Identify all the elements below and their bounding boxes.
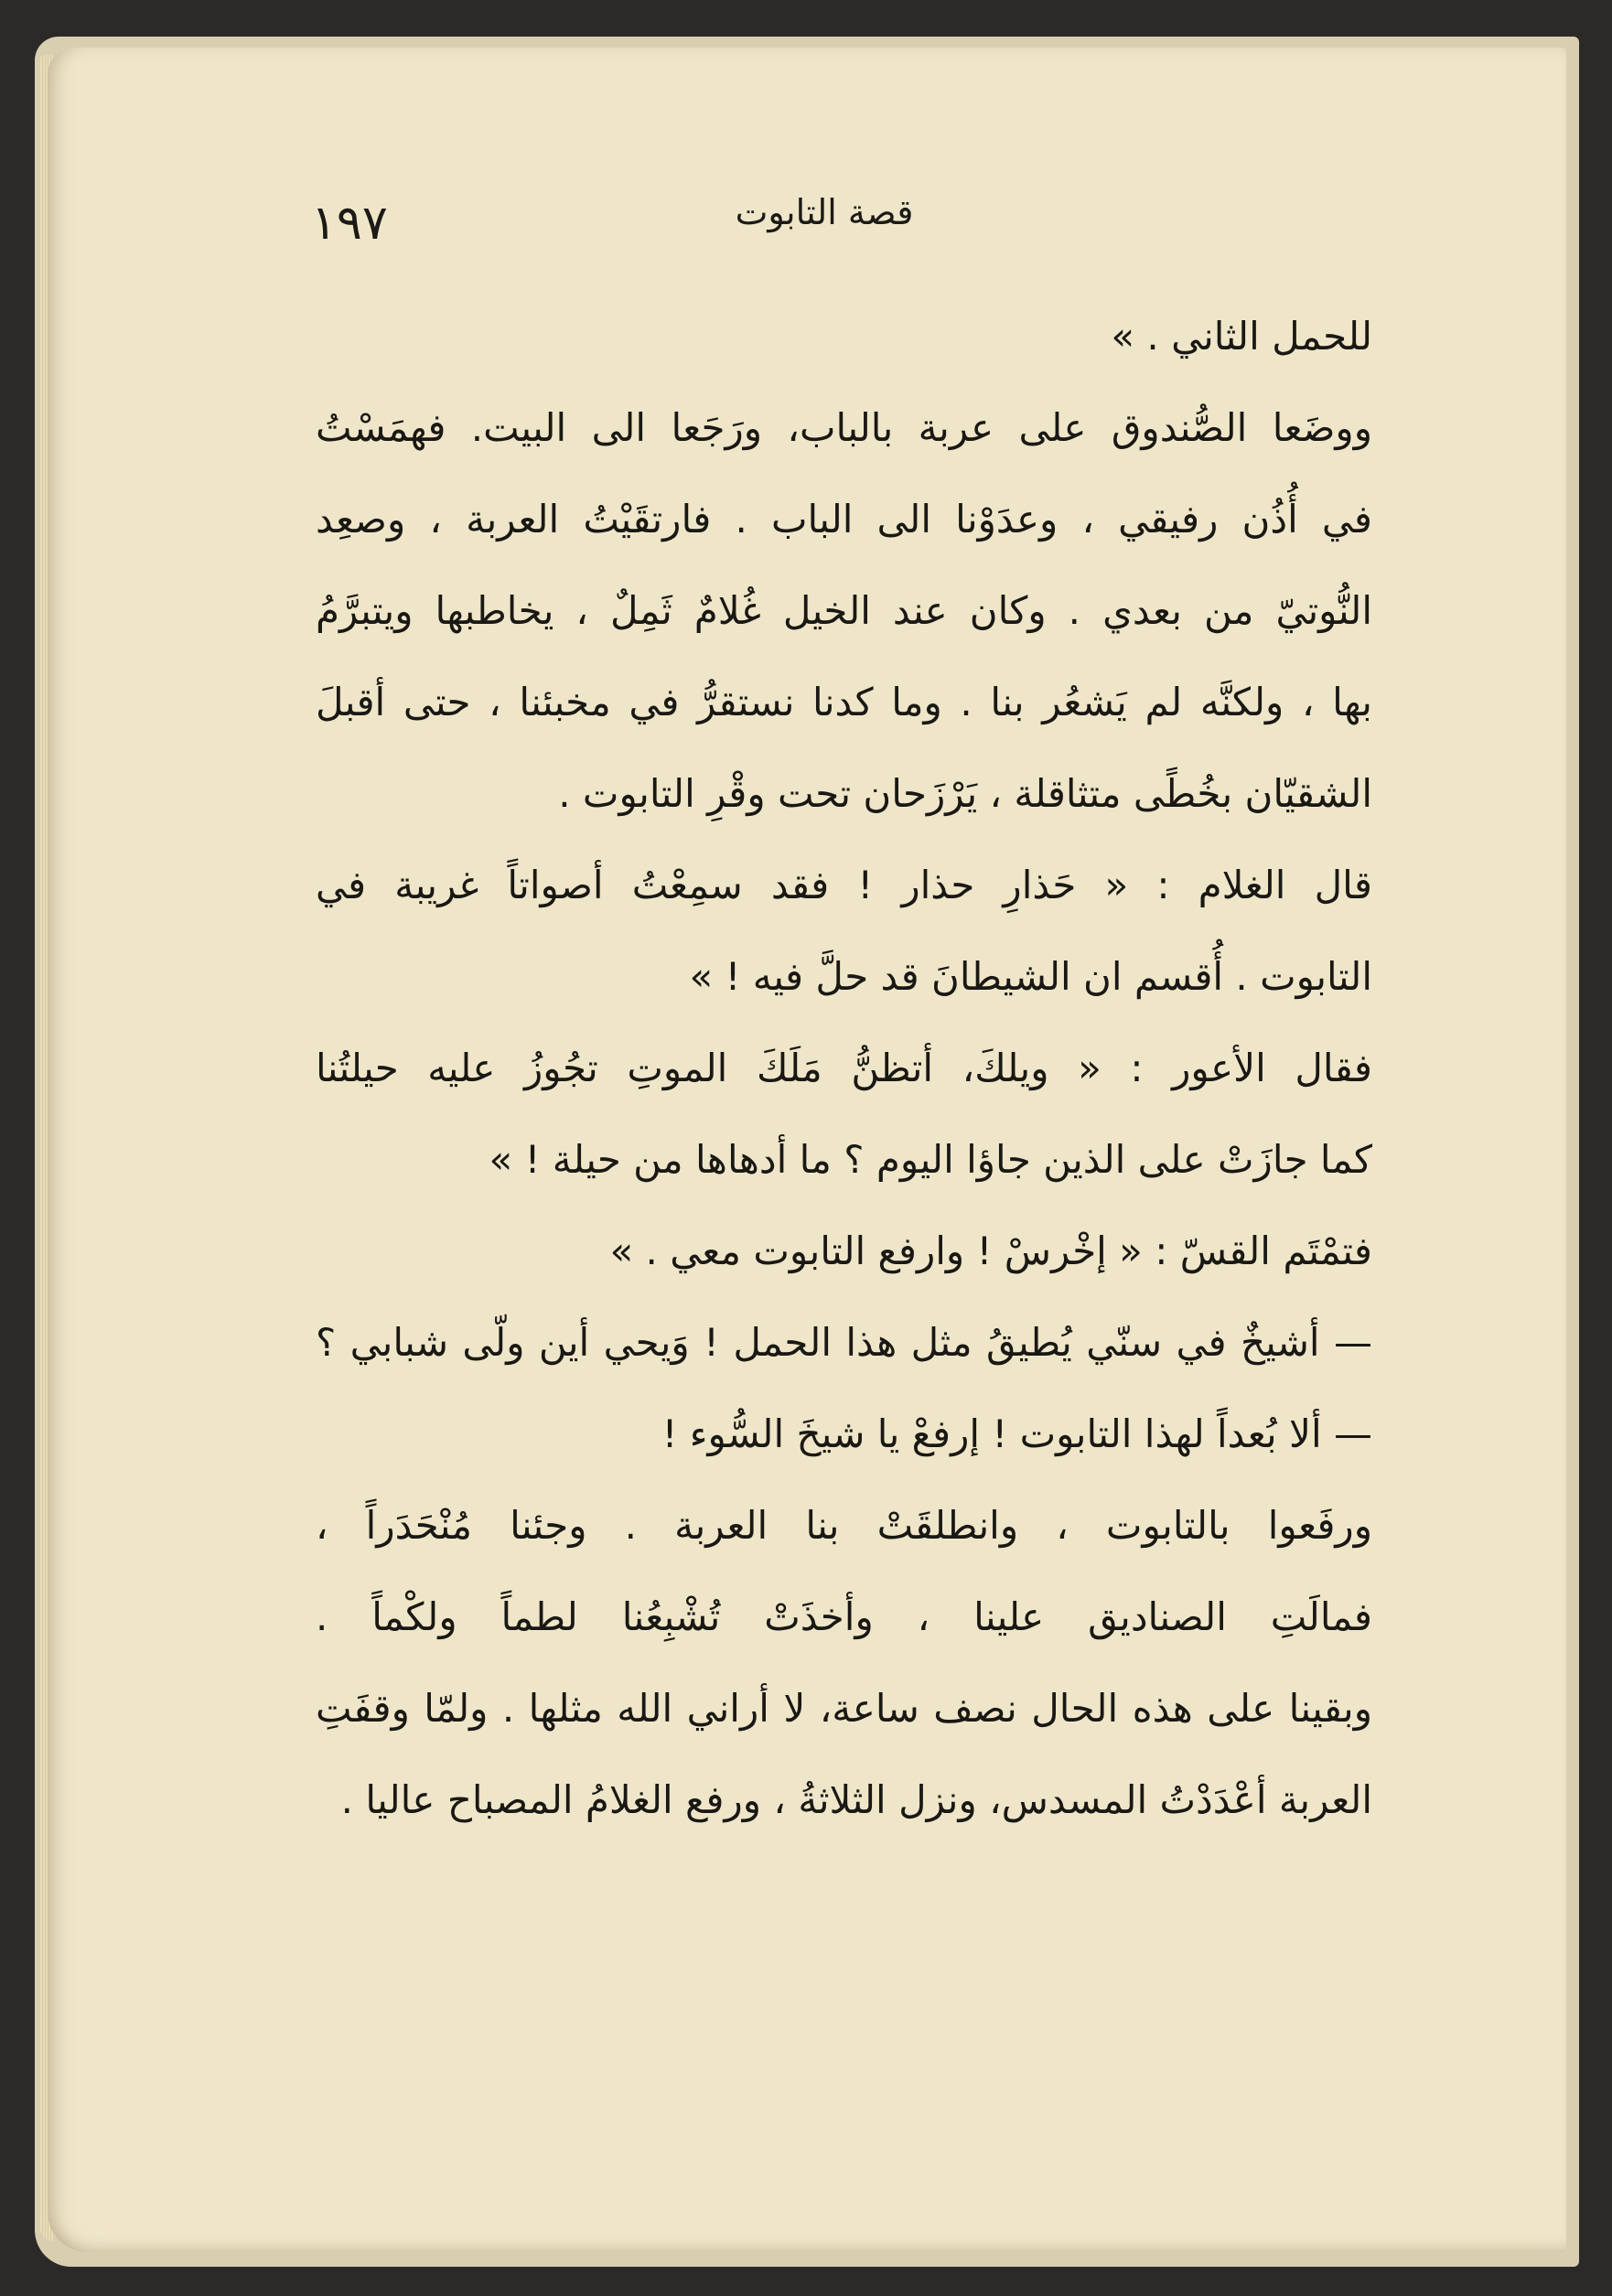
text-line: كما جازَتْ على الذين جاؤا اليوم ؟ ما أدهاها من حيلة ! » [489,1137,1372,1182]
running-title: قصة التابوت [735,192,914,232]
text-line: الشقيّان بخُطًى متثاقلة ، يَرْزَحان تحت وقْرِ التابوت . [558,771,1372,816]
body-text [316,291,1372,1846]
text-line: التابوت . أُقسم ان الشيطانَ قد حلَّ فيه ! » [689,954,1372,999]
text-line: وبقينا على هذه الحال نصف ساعة، لا أراني الله مثلها . ولمّا وقفَتِ [316,1686,1372,1731]
text-line: قال الغلام : « حَذارِ حذار ! فقد سمِعْتُ أصواتاً غريبة في [316,863,1372,907]
text-line: فقال الأعور : « ويلكَ، أتظنُّ مَلَكَ الموتِ تجُوزُ عليه حيلتُنا [316,1046,1372,1090]
text-line: في أُذُن رفيقي ، وعدَوْنا الى الباب . فارتقَيْتُ العربة ، وصعِد [316,497,1372,542]
text-line: للحمل الثاني . » [1111,314,1372,359]
text-line: — أشيخٌ في سنّي يُطيقُ مثل هذا الحمل ! وَيحي أين ولّى شبابي ؟ [316,1320,1372,1365]
text-line: — ألا بُعداً لهذا التابوت ! إرفعْ يا شيخَ السُّوء ! [661,1411,1372,1456]
page-number: ١٩٧ [311,196,388,251]
text-line: فتمْتَم القسّ : « إخْرسْ ! وارفع التابوت معي . » [609,1228,1372,1273]
text-line: ووضَعا الصُّندوق على عربة بالباب، ورَجَعا الى البيت. فهمَسْتُ [316,405,1372,450]
text-line: ورفَعوا بالتابوت ، وانطلقَتْ بنا العربة . وجئنا مُنْحَدَراً ، [316,1503,1372,1548]
text-line: العربة أعْدَدْتُ المسدس، ونزل الثلاثةُ ، ورفع الغلامُ المصباح عاليا . [340,1777,1372,1822]
text-line: بها ، ولكنَّه لم يَشعُر بنا . وما كدنا نستقرُّ في مخبئنا ، حتى أقبلَ [316,680,1372,724]
text-line: فمالَتِ الصناديق علينا ، وأخذَتْ تُشْبِعُنا لطماً ولكْماً . [316,1594,1372,1639]
text-line: النُّوتيّ من بعدي . وكان عند الخيل غُلامٌ ثَمِلٌ ، يخاطبها ويتبرَّمُ [316,588,1372,633]
